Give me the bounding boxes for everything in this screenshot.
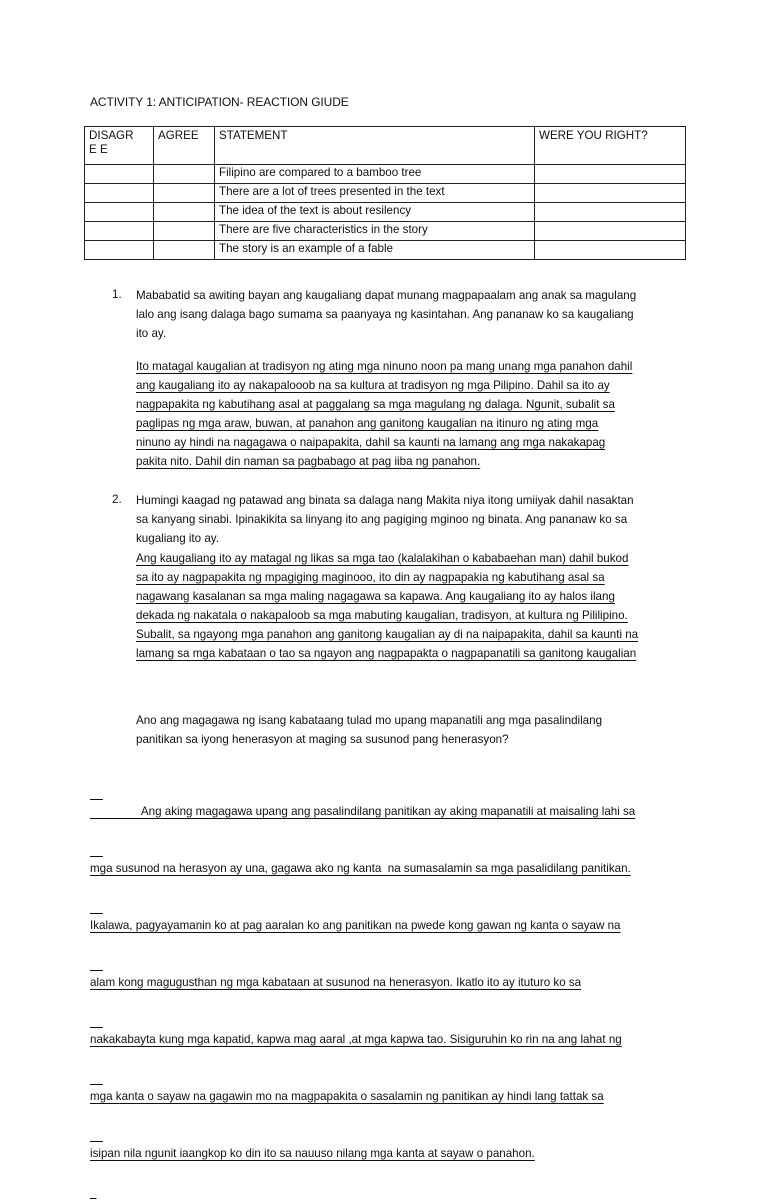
cell-statement: There are a lot of trees presented in the text — [215, 184, 535, 203]
cell-agree — [154, 203, 215, 222]
cell-disagree — [85, 241, 154, 260]
q2-number: 2. — [112, 493, 122, 506]
q1-answer-line: ang kaugaliang ito ay nakapalooob na sa kultura at tradisyon ng mga Pilipino. Dahil sa ito ay — [136, 379, 610, 392]
q3-answer-line: alam kong magugusthan ng mga kabataan at susunod na henerasyon. Ikatlo ito ay ituturo ko sa — [90, 976, 582, 989]
q3-answer-line: nakakabayta kung mga kapatid, kapwa mag aaral ,at mga kapwa tao. Sisiguruhin ko rin na ang lahat ng — [90, 1033, 622, 1046]
cell-disagree — [85, 222, 154, 241]
q1-answer-line: pakita nito. Dahil din naman sa pagbabago at pag iiba ng panahon. — [136, 455, 481, 468]
q1-question-line: ito ay. — [136, 327, 167, 340]
q1-answer-line: nagpapakita ng kabutihang asal at paggalang sa mga magulang ng dalaga. Ngunit, subalit sa — [136, 398, 615, 411]
header-statement: STATEMENT — [215, 127, 535, 165]
q2-answer-line: Subalit, sa ngayong mga panahon ang ganitong kaugalian ay di na naipapakita, dahil sa kaunti na — [136, 628, 639, 641]
q3-answer-line: mga kanta o sayaw na gagawin mo na magpapakita o sasalamin ng panitikan ay hindi lang tattak sa — [90, 1090, 604, 1103]
cell-were-you-right — [535, 184, 686, 203]
q3-answer-line: mga susunod na herasyon ay una, gagawa ako ng kanta na sumasalamin sa mga pasalidilang panitikan. — [90, 862, 631, 875]
table-row — [85, 165, 686, 184]
q2-question-line: Humingi kaagad ng patawad ang binata sa dalaga nang Makita niya itong umiiyak dahil nasaktan — [136, 494, 634, 507]
q2-answer-line: dekada ng nakatala o nakapaloob sa mga mabuting kaugalian, tradisyon, at kultura ng Pililipino. — [136, 609, 628, 622]
cell-disagree — [85, 165, 154, 184]
q1-answer-line: Ito matagal kaugalian at tradisyon ng ating mga ninuno noon pa mang unang mga panahon dahil — [136, 360, 633, 373]
q3-question-line: Ano ang magagawa ng isang kabataang tulad mo upang mapanatili ang mga pasalindilang — [136, 714, 603, 727]
q2-question-line: sa kanyang sinabi. Ipinakikita sa linyang ito ang pagiging mginoo ng binata. Ang pananaw ko sa — [136, 513, 628, 526]
q3-answer-line: Ang aking magagawa upang ang pasalindilang panitikan ay aking mapanatili at maisaling lahi sa — [90, 805, 636, 818]
cell-statement: Filipino are compared to a bamboo tree — [215, 165, 535, 184]
cell-statement: The idea of the text is about resilency — [215, 203, 535, 222]
cell-agree — [154, 222, 215, 241]
q1-question — [136, 286, 636, 343]
cell-were-you-right — [535, 165, 686, 184]
q1-answer-line: ninuno ay hindi na nagagawa o naipapakita, dahil sa kaunti na lamang ang mga nakakapag — [136, 436, 606, 449]
anticipation-reaction-table — [84, 126, 686, 260]
q3-question-line: panitikan sa iyong henerasyon at maging sa susunod pang henerasyon? — [136, 733, 509, 746]
cell-agree — [154, 184, 215, 203]
table-row — [85, 222, 686, 241]
q3-answer — [90, 764, 635, 1201]
q2-answer-line: Ang kaugaliang ito ay matagal ng likas sa mga tao (kalalakihan o kababaehan man) dahil bukod — [136, 552, 629, 565]
q2-answer-line: nagawang kasalanan sa mga maling nagagawa sa kapawa. Ang kaugaliang ito ay halos ilang — [136, 590, 615, 603]
q3-answer-line: isipan nila ngunit iaangkop ko din ito sa nauuso nilang mga kanta at sayaw o panahon. — [90, 1147, 535, 1160]
cell-disagree — [85, 203, 154, 222]
cell-statement: There are five characteristics in the story — [215, 222, 535, 241]
activity-title: ACTIVITY 1: ANTICIPATION- REACTION GIUDE — [90, 95, 349, 109]
q1-number: 1. — [112, 288, 122, 301]
q2-answer-line: lamang sa mga kabataan o tao sa ngayon ang nagpapakta o nagpapanatili sa ganitong kaugalian — [136, 647, 637, 660]
q1-answer — [136, 357, 632, 471]
table-row — [85, 203, 686, 222]
table-header-row — [85, 127, 686, 165]
cell-were-you-right — [535, 203, 686, 222]
table-row — [85, 241, 686, 260]
q3-question — [136, 711, 602, 749]
q3-answer-line: Ikalawa, pagyayamanin ko at pag aaralan ko ang panitikan na pwede kong gawan ng kanta o sayaw na — [90, 919, 621, 932]
header-agree: AGREE — [154, 127, 215, 165]
q1-answer-line: paglipas ng mga araw, buwan, at panahon ang ganitong kaugalian na itinuro ng ating mga — [136, 417, 599, 430]
cell-agree — [154, 241, 215, 260]
cell-disagree — [85, 184, 154, 203]
table-row — [85, 184, 686, 203]
q2-question-line: kugaliang ito ay. — [136, 532, 219, 545]
cell-were-you-right — [535, 241, 686, 260]
q2-question — [136, 491, 634, 548]
cell-statement: The story is an example of a fable — [215, 241, 535, 260]
cell-were-you-right — [535, 222, 686, 241]
header-were-you-right: WERE YOU RIGHT? — [535, 127, 686, 165]
header-disagree: DISAGRE E — [85, 127, 154, 165]
q1-question-line: lalo ang isang dalaga bago sumama sa paanyaya ng kasintahan. Ang pananaw ko sa kaugaliang — [136, 308, 634, 321]
cell-agree — [154, 165, 215, 184]
q2-answer — [136, 549, 638, 663]
q1-question-line: Mababatid sa awiting bayan ang kaugaliang dapat munang magpapaalam ang anak sa magulang — [136, 289, 637, 302]
q2-answer-line: sa ito ay nagpapakita ng mpagiging maginooo, ito din ay nagpapakia ng kabutihang asal sa — [136, 571, 605, 584]
